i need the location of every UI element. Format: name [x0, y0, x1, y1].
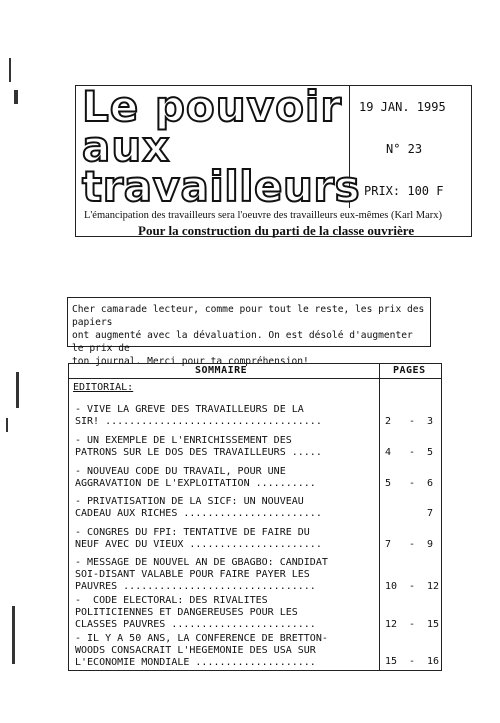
motto: L'émancipation des travailleurs sera l'oeuvre des travailleurs eux-mêmes (Karl Marx) — [84, 210, 443, 221]
issue-date: 19 JAN. 1995 — [359, 100, 446, 114]
toc-header — [69, 364, 441, 379]
toc-page-dash: - — [409, 539, 416, 550]
toc-page-from: 4 — [385, 447, 392, 458]
notice-text — [72, 303, 428, 368]
toc-page-dash: - — [409, 656, 416, 667]
newspaper-title-line-2: aux — [82, 122, 171, 171]
issue-price: PRIX: 100 F — [364, 184, 444, 198]
toc-page-to: 6 — [427, 478, 434, 489]
toc-page-dash: - — [409, 416, 416, 427]
issue-number: N° 23 — [386, 142, 423, 156]
table-of-contents — [68, 363, 442, 671]
toc-page-to: 15 — [427, 619, 440, 630]
notice-line: ont augmenté avec la dévaluation. On est désolé d'augmenter le prix de — [72, 330, 413, 354]
toc-entry: - NOUVEAU CODE DU TRAVAIL, POUR UNE AGGRAVATION DE L'EXPLOITATION .......... — [75, 466, 316, 489]
toc-page-to: 3 — [427, 416, 434, 427]
toc-entry: - IL Y A 50 ANS, LA CONFERENCE DE BRETTON- WOODS CONSACRAIT L'HEGEMONIE DES USA SUR L'ECONOMIE MONDIALE .................... — [75, 633, 328, 668]
toc-page-from: 12 — [385, 619, 398, 630]
scan-mark — [12, 606, 15, 664]
toc-entry: - VIVE LA GREVE DES TRAVAILLEURS DE LA SIR! .................................... — [75, 404, 322, 427]
toc-page-to: 5 — [427, 447, 434, 458]
scan-mark — [14, 90, 18, 104]
toc-column-divider — [379, 364, 380, 670]
toc-page-from: 2 — [385, 416, 392, 427]
toc-page-to: 9 — [427, 539, 434, 550]
toc-entry: - MESSAGE DE NOUVEL AN DE GBAGBO: CANDIDAT SOI-DISANT VALABLE POUR FAIRE PAYER LES PAUVRES ................................ — [75, 557, 328, 592]
toc-page-to: 16 — [427, 656, 440, 667]
notice-line: ton journal. Merci pour ta compréhension! — [72, 356, 309, 367]
toc-page-from: 7 — [385, 539, 392, 550]
toc-page-to: 12 — [427, 581, 440, 592]
toc-page-dash: - — [409, 619, 416, 630]
masthead — [75, 82, 472, 238]
toc-page-from: 15 — [385, 656, 398, 667]
toc-entry: - PRIVATISATION DE LA SICF: UN NOUVEAU CADEAU AUX RICHES ....................... — [75, 496, 322, 519]
toc-page-to: 7 — [427, 508, 434, 519]
scan-mark — [9, 58, 11, 82]
notice-line: Cher camarade lecteur, comme pour tout le reste, les prix des papiers — [72, 304, 425, 328]
title-box — [76, 82, 361, 211]
toc-entry: - CONGRES DU FPI: TENTATIVE DE FAIRE DU NEUF AVEC DU VIEUX ...................... — [75, 527, 322, 550]
toc-page-dash: - — [409, 447, 416, 458]
issue-info-box — [351, 86, 471, 208]
toc-page-from: 5 — [385, 478, 392, 489]
newspaper-title-line-1: Le pouvoir — [82, 82, 343, 131]
scan-mark — [16, 372, 19, 408]
toc-page-dash: - — [409, 478, 416, 489]
subtitle: Pour la construction du parti de la classe ouvrière — [138, 223, 415, 238]
newspaper-title-line-3: travailleurs — [82, 162, 361, 211]
scan-mark — [6, 418, 8, 432]
toc-page-from: 10 — [385, 581, 398, 592]
toc-entry: - CODE ELECTORAL: DES RIVALITES POLITICIENNES ET DANGEREUSES POUR LES CLASSES PAUVRES ........................ — [75, 595, 316, 630]
notice-box — [67, 297, 431, 367]
toc-section-label: EDITORIAL: — [73, 382, 134, 393]
toc-entry: - UN EXEMPLE DE L'ENRICHISSEMENT DES PATRONS SUR LE DOS DES TRAVAILLEURS ..... — [75, 435, 322, 458]
toc-page-dash: - — [409, 581, 416, 592]
toc-title: SOMMAIRE — [195, 365, 248, 376]
toc-pages-title: PAGES — [393, 365, 426, 376]
